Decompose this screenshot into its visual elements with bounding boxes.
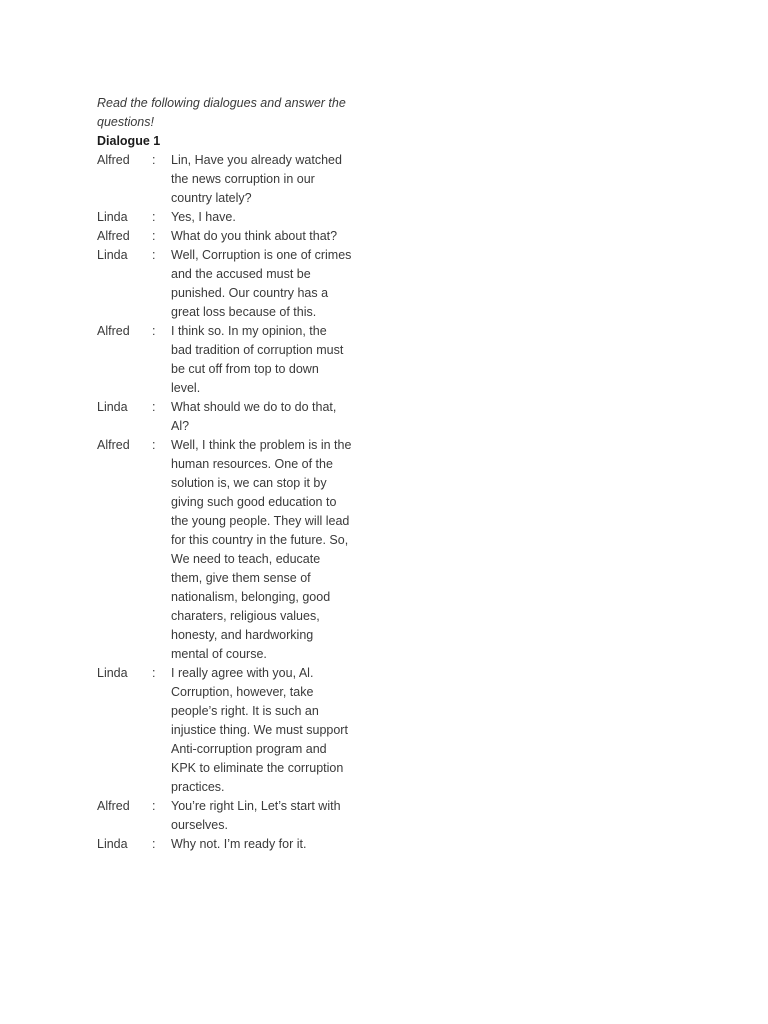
speaker-separator: : xyxy=(152,837,156,851)
dialogue-turn xyxy=(97,227,367,246)
document-page xyxy=(97,94,367,854)
speaker-name: Linda xyxy=(97,666,128,680)
speaker-separator: : xyxy=(152,324,156,338)
speaker-separator: : xyxy=(152,400,156,414)
speaker-name: Alfred xyxy=(97,438,130,452)
dialogue-line: You’re right Lin, Let’s start with ourselves. xyxy=(171,799,341,832)
dialogue-turn xyxy=(97,151,367,208)
speaker-name: Linda xyxy=(97,400,128,414)
dialogue-line: Why not. I’m ready for it. xyxy=(171,837,307,851)
speaker-separator: : xyxy=(152,210,156,224)
dialogue-line: Well, I think the problem is in the human resources. One of the solution is, we can stop it by giving such good education to the young people. They will lead for this country in the future. So, We need to teach, educate them, give them sense of nationalism, belonging, good charaters, religious values, honesty, and hardworking mental of course. xyxy=(171,438,352,661)
speaker-separator: : xyxy=(152,248,156,262)
dialogue-body xyxy=(97,151,367,854)
speaker-name: Alfred xyxy=(97,153,130,167)
dialogue-turn xyxy=(97,322,367,398)
dialogue-line: Lin, Have you already watched the news corruption in our country lately? xyxy=(171,153,342,205)
speaker-name: Alfred xyxy=(97,229,130,243)
dialogue-turn xyxy=(97,835,367,854)
speaker-name: Linda xyxy=(97,248,128,262)
dialogue-line: I think so. In my opinion, the bad tradition of corruption must be cut off from top to down level. xyxy=(171,324,344,395)
speaker-name: Alfred xyxy=(97,324,130,338)
dialogue-turn xyxy=(97,797,367,835)
speaker-name: Alfred xyxy=(97,799,130,813)
dialogue-heading: Dialogue 1 xyxy=(97,134,161,148)
instruction-text: Read the following dialogues and answer the questions! xyxy=(97,96,346,129)
speaker-separator: : xyxy=(152,153,156,167)
speaker-name: Linda xyxy=(97,210,128,224)
dialogue-line: I really agree with you, Al. Corruption, however, take people’s right. It is such an injustice thing. We must support Anti-corruption program and KPK to eliminate the corruption practices. xyxy=(171,666,348,794)
speaker-name: Linda xyxy=(97,837,128,851)
speaker-separator: : xyxy=(152,666,156,680)
speaker-separator: : xyxy=(152,799,156,813)
dialogue-turn xyxy=(97,664,367,797)
dialogue-line: Well, Corruption is one of crimes and the accused must be punished. Our country has a great loss because of this. xyxy=(171,248,352,319)
speaker-separator: : xyxy=(152,438,156,452)
dialogue-turn xyxy=(97,246,367,322)
dialogue-turn xyxy=(97,208,367,227)
dialogue-line: Yes, I have. xyxy=(171,210,236,224)
dialogue-line: What do you think about that? xyxy=(171,229,338,243)
dialogue-line: What should we do to do that, Al? xyxy=(171,400,337,433)
dialogue-turn xyxy=(97,398,367,436)
dialogue-turn xyxy=(97,436,367,664)
speaker-separator: : xyxy=(152,229,156,243)
